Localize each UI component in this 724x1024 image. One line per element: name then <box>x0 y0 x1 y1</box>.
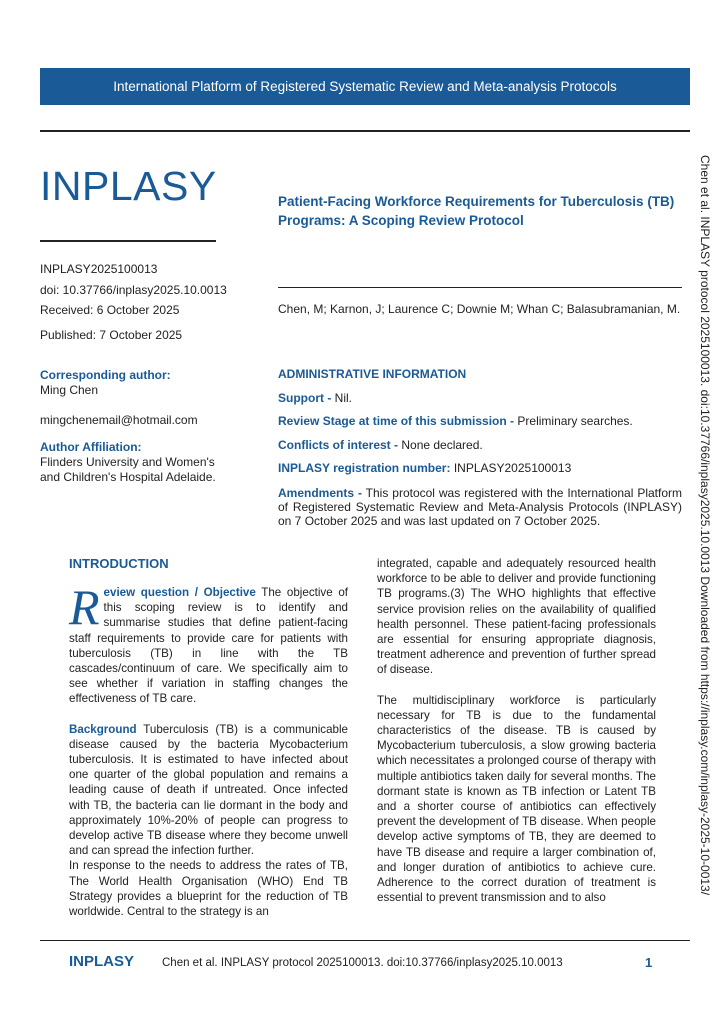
header-banner: International Platform of Registered Systematic Review and Meta-analysis Protocols <box>40 68 690 105</box>
stage-label: Review Stage at time of this submission - <box>278 414 515 428</box>
admin-stage <box>278 414 682 428</box>
conflicts-label: Conflicts of interest - <box>278 438 399 452</box>
dropcap-letter: R <box>69 579 100 635</box>
review-question-label: eview question / Objective <box>103 586 256 599</box>
amendments-value: This protocol was registered with the International Platform of Registered Systematic Review and Meta-Analysis Protocols (INPLASY) on 7 October 2025 and was last updated on 7 October 2025. <box>278 486 683 528</box>
amendments-label: Amendments - <box>278 486 362 500</box>
admin-registration <box>278 461 682 475</box>
admin-conflicts <box>278 438 682 452</box>
introduction-heading: INTRODUCTION <box>69 556 169 571</box>
paper-title: Patient-Facing Workforce Requirements for Tuberculosis (TB) Programs: A Scoping Review Protocol <box>278 194 675 228</box>
right-paragraph-1: integrated, capable and adequately resourced health workforce to be able to deliver and provide functioning TB programs.(3) The WHO highlights that effective service provision relies on the availability of qualified health personnel. These patient-facing professionals are essential for ensuring appropriate diagnosis, treatment adherence and prevention of further spread of disease. <box>377 557 656 677</box>
review-question-text: The objective of this scoping review is to identify and summarise studies that define patient-facing staff requirements to provide care for patients with tuberculosis (TB) in line with the TB cascades/continuum of care. We specifically aim to see whether if variation in staffing changes the effectiveness of TB care. <box>69 586 348 706</box>
header-divider <box>40 130 690 132</box>
admin-heading: ADMINISTRATIVE INFORMATION <box>278 367 467 381</box>
stage-value: Preliminary searches. <box>514 414 633 428</box>
title-divider <box>278 287 682 288</box>
background-text: Tuberculosis (TB) is a communicable disease caused by the bacteria Mycobacterium tuberculosis. It is estimated to have infected about one quarter of the global population and remains a leading cause of death if untreated. Once infected with TB, the bacteria can lie dormant in the body and approximately 10%-20% of people can progress to develop active TB disease where they become unwell and can spread the infection further. <box>69 722 348 858</box>
support-label: Support - <box>278 391 332 405</box>
author-affiliation <box>40 440 235 485</box>
logo-divider <box>40 240 216 242</box>
footer-logo: INPLASY <box>69 953 135 970</box>
background-paragraph <box>69 722 348 859</box>
footer-citation: Chen et al. INPLASY protocol 2025100013. doi:10.37766/inplasy2025.10.0013 <box>162 957 563 969</box>
received-date: Received: 6 October 2025 <box>40 303 180 317</box>
doi[interactable]: doi: 10.37766/inplasy2025.10.0013 <box>40 283 227 297</box>
side-download-note <box>700 155 712 915</box>
right-column <box>377 556 656 905</box>
conflicts-value: None declared. <box>398 438 483 452</box>
right-paragraph-2: The multidisciplinary workforce is particularly necessary for TB is due to the fundamental characteristics of the disease. TB is caused by Mycobacterium tuberculosis, a slow growing bacteria which necessitates a prolonged course of therapy with multiple antibiotics taken daily for several months. The dormant state is known as TB infection or Latent TB and a shorter course of antibiotics can effectively prevent the development of TB disease. When people develop active symptoms of TB, they are deemed to have TB disease and require a larger combination of, and longer duration of antibiotics to achieve cure. Adherence to the correct duration of treatment is essential to prevent transmission and to also <box>377 693 656 905</box>
author-list: Chen, M; Karnon, J; Laurence C; Downie M; Whan C; Balasubramanian, M. <box>278 302 681 316</box>
footer-divider <box>40 940 690 941</box>
side-download-text: Chen et al. INPLASY protocol 2025100013. doi:10.37766/inplasy2025.10.0013 Downloaded from https://inplasy.com/inplasy-2025-10-0013/ <box>698 155 712 896</box>
corresponding-email[interactable]: mingchenemail@hotmail.com <box>40 413 198 427</box>
registration-value: INPLASY2025100013 <box>450 461 572 475</box>
admin-amendments <box>278 486 682 528</box>
support-value: Nil. <box>331 391 352 405</box>
review-question-paragraph <box>69 579 348 707</box>
admin-support <box>278 391 682 405</box>
protocol-id: INPLASY2025100013 <box>40 262 158 276</box>
corresponding-name: Ming Chen <box>40 383 99 397</box>
background-label: Background <box>69 722 137 736</box>
background-paragraph-2: In response to the needs to address the rates of TB, The World Health Organisation (WHO) End TB Strategy provides a blueprint for the reduction of TB worldwide. Central to the strategy is an <box>69 859 348 919</box>
published-date: Published: 7 October 2025 <box>40 328 183 342</box>
left-column <box>69 579 348 919</box>
corresponding-author <box>40 368 240 428</box>
corresponding-label: Corresponding author: <box>40 368 171 382</box>
registration-label: INPLASY registration number: <box>278 461 451 475</box>
journal-logo: INPLASY <box>40 163 217 209</box>
affiliation-text: Flinders University and Women's and Children's Hospital Adelaide. <box>40 455 216 484</box>
affiliation-label: Author Affiliation: <box>40 440 142 454</box>
page-number: 1 <box>645 955 653 970</box>
